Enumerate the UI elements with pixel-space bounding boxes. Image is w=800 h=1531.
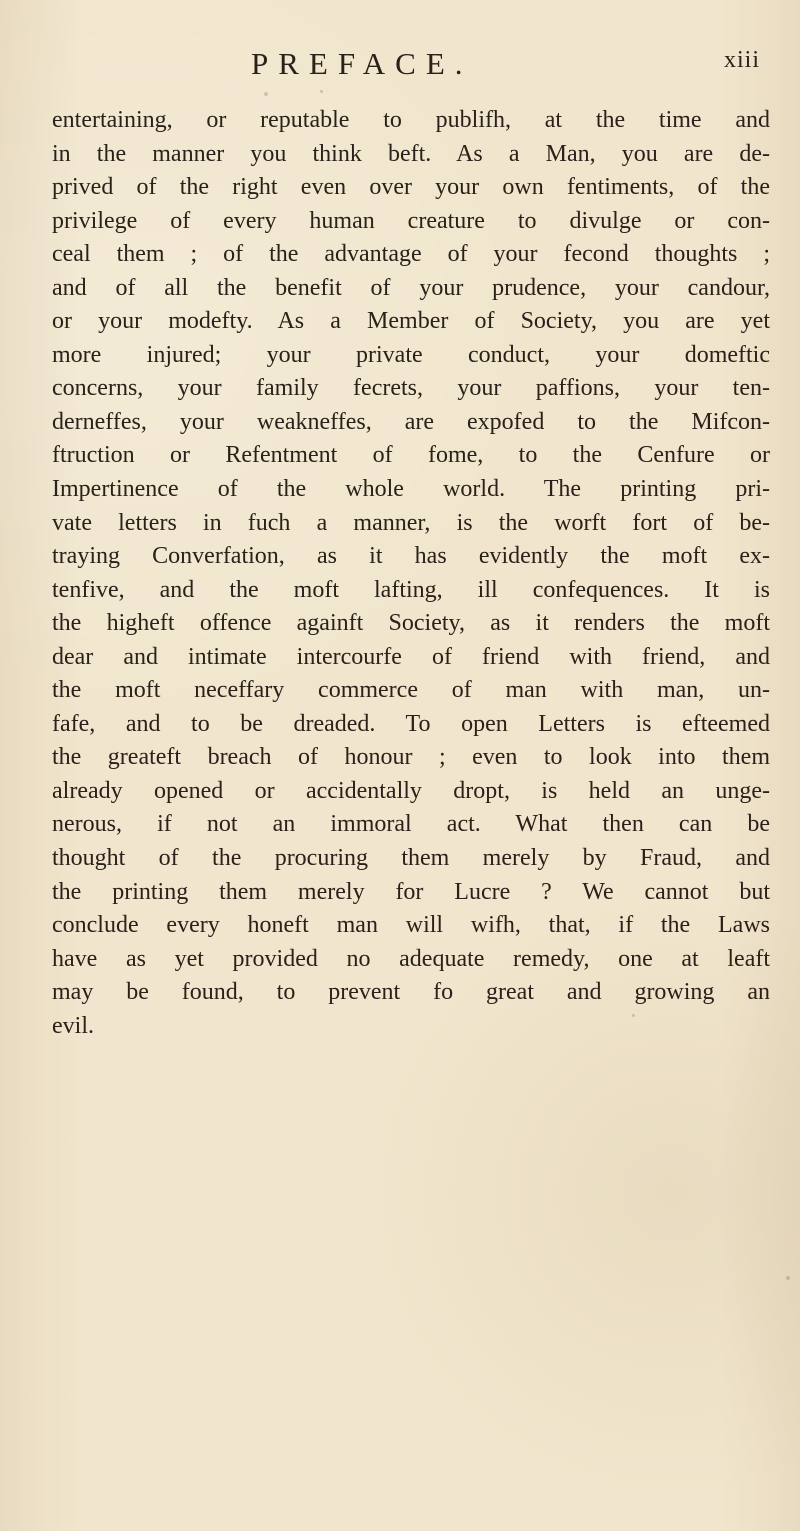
text-line: concerns, your family fecrets, your paffions, your ten-: [52, 375, 770, 402]
text-line: vate letters in fuch a manner, is the worft fort of be-: [52, 509, 770, 536]
text-line: more injured; your private conduct, your domeftic: [52, 341, 770, 368]
text-line: conclude every honeft man will wifh, that, if the Laws: [52, 912, 770, 939]
text-line: the higheft offence againft Society, as it renders the moft: [52, 610, 770, 637]
text-line: the printing them merely for Lucre ? We cannot but: [52, 878, 770, 905]
text-line: dear and intimate intercourfe of friend with friend, and: [52, 643, 770, 670]
text-line: entertaining, or reputable to publifh, at the time and: [52, 107, 770, 133]
page-number: xiii: [723, 47, 760, 73]
text-line: prived of the right even over your own fentiments, of the: [52, 174, 770, 201]
text-line: fafe, and to be dreaded. To open Letters is efteemed: [52, 710, 770, 737]
text-line: and of all the benefit of your prudence, your candour,: [52, 274, 770, 301]
running-head: PREFACE.: [251, 46, 473, 81]
text-line: privilege of every human creature to divulge or con-: [52, 207, 770, 234]
text-line: derneffes, your weakneffes, are expofed to the Mifcon-: [52, 408, 770, 435]
ink-speck: [786, 1276, 790, 1280]
body-text: [52, 104, 770, 1043]
text-line: the greateft breach of honour ; even to look into them: [52, 744, 770, 771]
text-line: tenfive, and the moft lafting, ill confequences. It is: [52, 576, 770, 603]
text-line: Impertinence of the whole world. The printing pri-: [52, 476, 770, 503]
text-line: traying Converfation, as it has evidently the moft ex-: [52, 543, 770, 570]
ink-speck: [320, 90, 323, 93]
text-line: in the manner you think beft. As a Man, you are de-: [52, 140, 770, 167]
ink-speck: [632, 1014, 635, 1017]
ink-speck: [264, 92, 268, 96]
page-header: [0, 48, 800, 88]
text-line: ftruction or Refentment of fome, to the Cenfure or: [52, 442, 770, 469]
text-line: thought of the procuring them merely by Fraud, and: [52, 845, 770, 872]
text-line: have as yet provided no adequate remedy, one at leaft: [52, 945, 770, 972]
text-line: evil.: [52, 1012, 94, 1039]
text-line: or your modefty. As a Member of Society, you are yet: [52, 308, 770, 335]
text-line: ceal them ; of the advantage of your fecond thoughts ;: [52, 241, 770, 268]
text-line: nerous, if not an immoral act. What then can be: [52, 811, 770, 838]
text-line: the moft neceffary commerce of man with man, un-: [52, 677, 770, 704]
text-line: may be found, to prevent fo great and growing an: [52, 979, 770, 1006]
text-line: already opened or accidentally dropt, is held an unge-: [52, 777, 770, 804]
